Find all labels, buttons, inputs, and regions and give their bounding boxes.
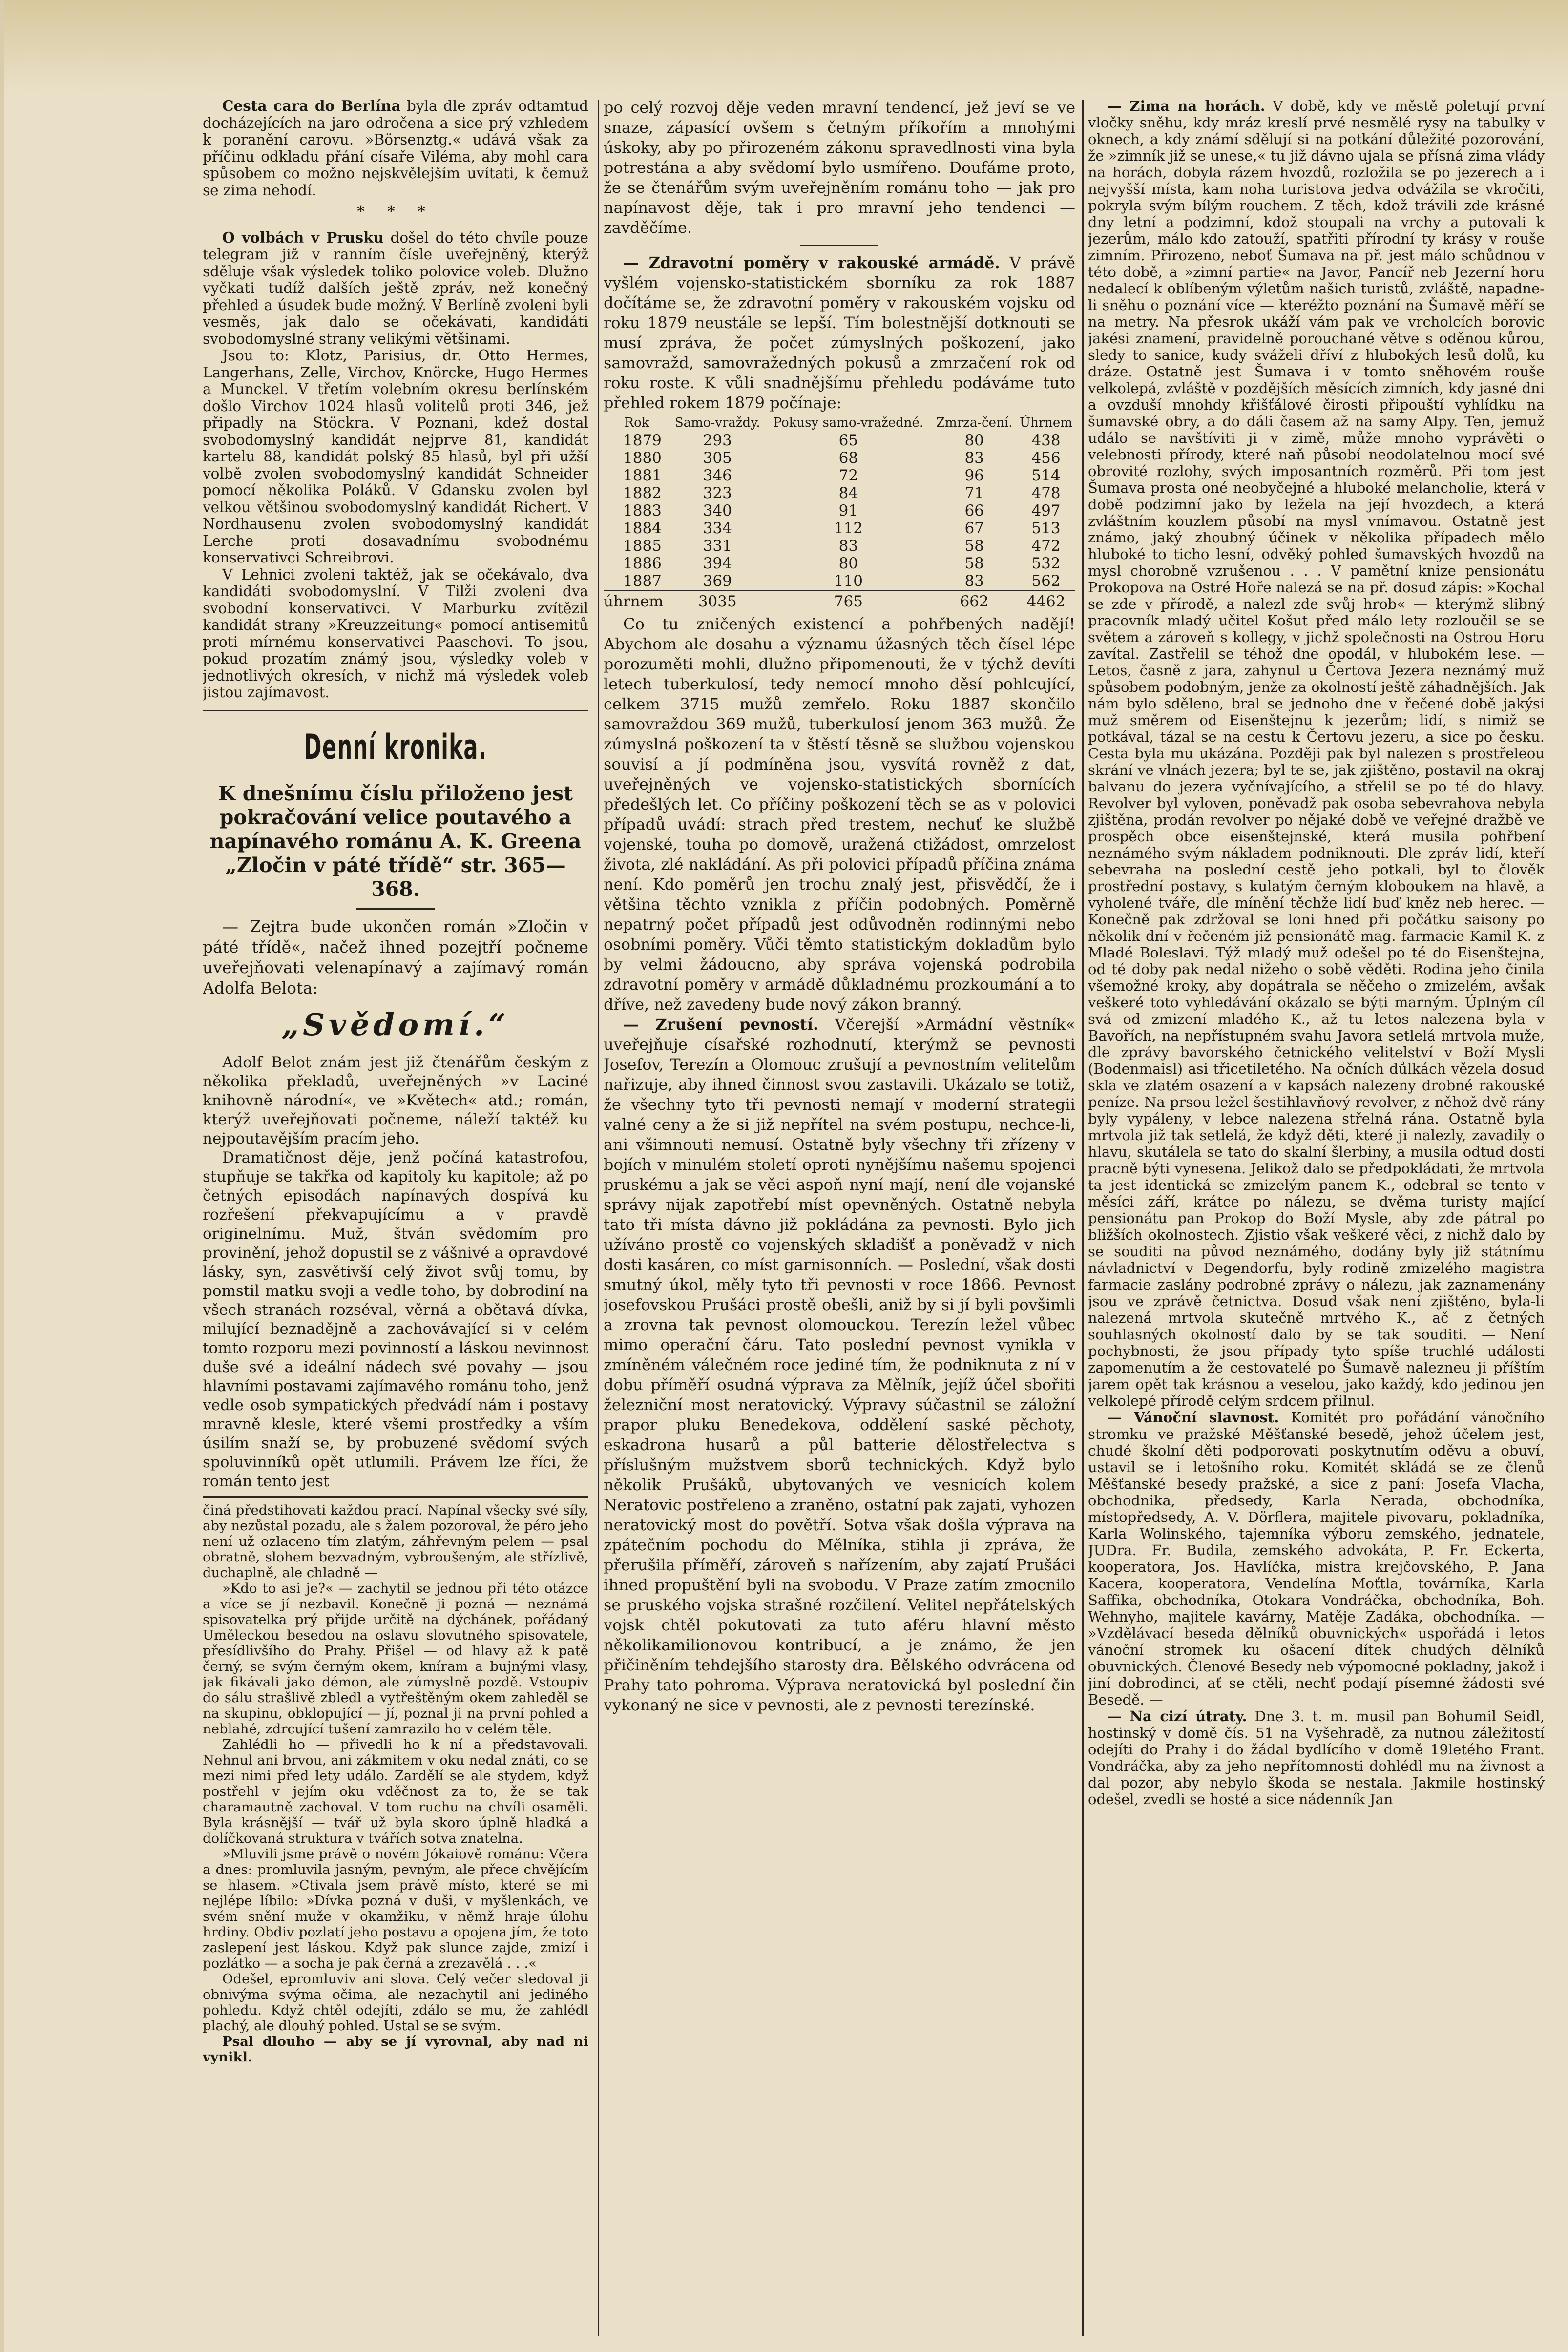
table-row [604, 467, 1075, 484]
table-header: Pokusy samo-vražedné. [773, 416, 924, 430]
table-cell: 1883 [623, 502, 662, 520]
table-cell: 1879 [623, 432, 662, 449]
statistics-table [604, 415, 1075, 610]
article-text: byla dle zpráv odtamtud docházejících na jaro odročena a sice prý vzhledem k poranění carovu. »Börsenztg.« udává však za příčinu odkladu přání císaře Viléma, aby mohl cara spůsobem co možno nejskvělejším uvítati, k čemuž se zima nehodí. [203, 98, 588, 199]
section-heading-denni-kronika: Denní kronika. [304, 727, 487, 767]
table-cell: 532 [1031, 555, 1061, 572]
table-cell: 1884 [623, 520, 662, 537]
article-text: Dne 3. t. m. musil pan Bohumil Seidl, hostinský v domě čís. 51 na Vyšehradě, za nutnou záležitostí odejíti do Prahy i do žádal bydlícího v domě 19letého Frant. Vondráčka, aby za jeho nepřítomnosti dohlédl mu na živnost a dal pozor, aby nebylo škoda se nestala. Jakmile hostinský odešel, zvedli se hosté a sice nádenník Jan [1088, 1708, 1545, 1808]
table-cell: 67 [964, 520, 984, 537]
article-text: došel do této chvíle pouze telegram již v ranním čísle uveřejněný, kterýž sděluje však výsledek toliko polovice voleb. Dlužno vyčkati tudíž dalších ještě zpráv, než konečný přehled a úsudek bude možný. V Berlíně zvoleni byli vesměs, jak dalo se očekávati, kandidáti svobodomyslné strany velikými většinami. [203, 229, 588, 347]
feuilleton-paragraph: »Kdo to asi je?« — zachytil se jednou při této otázce a více se jí nezbavil. Konečně ji pozná — neznámá spisovatelka prý přijde určitě na dýchánek, pořádaný Uměleckou besedou na oslavu slovutného spisovatele, přesídlivšího do Prahy. Přišel — od hlavy až k patě černý, se svým černým okem, kníram a bujnými vlasy, jak fikávali jako démon, ale zúmyslně pozdě. Vstoupiv do sálu strašlivě zbledl a vytřeštěným okem zahleděl se na skupinu, obklopující — jí, poznal ji na první pohled a neblahé, zdrcující tušení zamrazilo ho v celém těle. [203, 1580, 588, 1737]
table-cell: 369 [703, 572, 732, 590]
table-cell: 334 [703, 520, 732, 537]
table-cell: 1887 [623, 572, 662, 590]
table-cell: 58 [964, 537, 984, 555]
article-text: V době, kdy ve městě poletují první vločky sněhu, kdy mráz kreslí prvé nesmělé rysy na tabulky v oknech, a kdy známí sdělují si na potkání důležité pozorování, že »zimník již se unese,« tu již dávno ujala se přísná zima vlády na horách, dobyla rázem hvozdů, rozložila se po jezerech a i nejvyšší místa, kam noha turistova jedva odvážila se vkročiti, pokryla svým bílým rouchem. Z těch, kdož trávili zde krásné dny letní a podzimní, kdož stoupali na vrchy a putovali k jezerům, málo kdo zatouží, spatřiti přírodní ty krásy v rouše zimním. Přirozeno, neboť Šumava na př. jest málo schůdnou v této době, a »zimní partie« na Javor, Pancíř neb Jezerní horu nedalecí k oblíbeným výletům našich turistů, zvláště, napadne-li sněhu o poznání více — kteréžto poznání na Šumavě měří se na metry. Na přesrok ukáží vám pak ve vrcholcích borovic jakési znamení, pravidelně porouchané větve s oděnou kůrou, sledy to sanice, kudy sváželi dříví z hlubokých lesů dolů, ku dráze. Ostatně jest Šumava i v tomto sněhovém rouše velkolepá, zvláště v pozdějších měsících zimních, kdy jasné dni a ovzduší mnohdy křišťálové čirosti připouští vyhlídku na šumavské obry, a do dáli časem až na samy Alpy. Ten, jemuž událo se navštíviti ji v zimě, může mnoho vyprávěti o velebnosti přírody, které naň působí neodolatelnou mocí své obrovité rozlohy, svých imposantních rozměrů. Při tom jest Šumava prosta oné neobyčejné a hluboké melancholie, která v době podzimní jako by ležela na její hvozdech, a která zvláštním kouzlem působí na mysl vnímavou. Ostatně jest známo, jaký zhoubný účinek v několika případech mělo hluboké to ticho lesní, odvěký pohled šumavských hvozdů na mysl chorobně vzrušenou . . . V pamětní knize pensionátu Prokopova na Ostré Hoře nalezá se na př. dosud zápis: »Kochal se zde v přírodě, a nalezl zde svůj hrob« — kterýmž slibný pracovník mladý učitel Košut před málo lety rozloučil se se světem a zároveň s kollegy, v jichž společnosti na Ostrou Horu zavítal. Zastřelil se téhož dne opodál, v hlubokém lese. — Letos, časně z jara, zahynul u Čertova Jezera neznámý muž spůsobem podobným, jenže za okolností ještě záhadnějších. Jak nám bylo sděleno, bral se jednoho dne v řečené době jakýsi muž směrem od Eisenštejnu k jezerům; lidí, s nimiž se potkával, tázal se na cestu k Čertovu jezeru, a sice po česku. Cesta byla mu ukázána. Později pak byl nalezen s prostřeleou skrání ve vlnách jezera; byl te se, jak zjištěno, postavil na okraj balvanu do jezera vyčnívajícího, a střelil se po té do hlavy. Revolver byl vyloven, poněvadž pak osoba sebevrahova nebyla zjištěna, prodán revolver po nějaké době ve veřejné dražbě ve prospěch obce eisenštejnské, která musila pohřbení neznámého svým nákladem podniknouti. Dle zpráv lidí, kteří sebevraha na poslední cestě jeho potkali, byl to člověk prostřední postavy, s kulatým černým kloboukem na hlavě, a vyholené tváře, dle mínění těchže lidí buď kněz neb herec. — Konečně pak zdržoval se loni hned při počátku saisony po několik dní v řečeném již pensionátě mag. farmacie Kamil K. z Mladé Boleslavi. Týž mladý muž odešel po té do Eisenštejna, od té doby pak nedal nižeho o sobě věděti. Rodina jeho činila všemožné kroky, aby dopátrala se něčeho o zmizelém, avšak veškeré toto vyhledávání okázalo se býti marným. Úplným cíl svá od zmizení mladého K., až tu letos nalezena byla v Bavořích, na nepřístupném svahu Javora setlelá mrtvola muže, dle zprávy bavorského četnického velitelství v Boží Mysli (Bodenmaisl) asi třicetiletého. Na očních důlkách vězela dosud skla ve zlatém osazení a v kapsách nalezeny drobné rakouské peníze. Na prsou ležel šestihlavňový revolver, z něhož dvě rány byly vypáleny, v lebce nalezena střelná rána. Ostatně byla mrtvola již tak setlelá, že když děti, které ji nalezly, zavadily o hlavu, skutálela se tato do skalní šlerbiny, a musila odtud dosti pracně býti vynesena. Jelikož dalo se předpokládati, že mrtvola ta jest identická se zmizelým panem K., odebral se tento v měsíci září, krátce po nálezu, se dvěma turisty mající pensionátu pan Prokop do Boží Mysle, aby zde pátral po bližších okolnostech. Zjistio však veškeré věci, z nichž dalo by se souditi na původ neznámého, dodány byly již státnímu návladnictví v Degendorfu, byly rodině zmizelého magistra farmacie zaslány podrobné zprávy o nálezu, jak zaznamenány jsou ve zprávě četnictva. Dosud však není zjištěno, byla-li nalezená mrtvola skutečně mrtvého K., ač z četných souhlasných okolností dalo by se tak souditi. — Není pochybnosti, že jsou případy tyto spíše truchlé události zapomenutím a že cestovatelé po Šumavě nalezneu ji příštím jarem opět tak krásnou a veselou, jako každý, kdo jedinou jen velkolepé přírodě celým srdcem přilnul. [1088, 98, 1545, 1409]
table-cell: 1886 [623, 555, 662, 572]
table-cell: 72 [838, 467, 858, 484]
table-cell: úhrnem [604, 590, 670, 610]
article-zruseni-pevnosti [604, 1015, 1075, 1715]
table-cell: 84 [838, 484, 858, 502]
table-cell: 1882 [623, 484, 662, 502]
table-cell: 83 [838, 537, 858, 555]
article-lead: — Zdravotní poměry v rakouské armádě. [623, 253, 1000, 272]
article-zdravotni-pomery [604, 253, 1075, 413]
table-header: Samo-vraždy. [674, 416, 760, 430]
article-text: Komitét pro pořádání vánočního stromku ve pražské Měšťanské besedě, jehož účelem jest, chudé školní děti podporovati poskytnutím oděvu a obuví, ustavil se i letošního roku. Komitét skládá se ze členů Měšťanské besedy pražské, a sice z paní: Josefa Vlacha, obchodnika, předsedy, Karla Nerada, obchodníka, místopředsedy, A. V. Dörflera, majitele pivovaru, pokladníka, Karla Wolinského, tajemníka výboru zemského, jednatele, JUDra. Fr. Budila, zemského advokáta, P. Fr. Eckerta, kooperatora, Jos. Havlíčka, mistra krejčovského, P. Jana Kacera, kooperatora, Vendelína Moťtla, továrníka, Karla Saffika, obchodníka, Otokara Vondráčka, obchodníka, Boh. Wehnyho, majitele kavárny, Matěje Zadáka, obchodníka. — »Vzdělávací beseda dělníků obuvnických« uspořádá i letos vánoční stromek ku ošacení dítek chudých dělníků obuvnických. Členové Besedy neb výpomocné pokladny, jakož i jiní dobrodinci, ať se ctěli, nechť podají písemné žádosti své Besedě. — [1088, 1409, 1545, 1708]
table-cell: 305 [703, 449, 732, 467]
column-2 [604, 98, 1075, 2344]
column-rule-1 [598, 100, 599, 2336]
table-row [604, 520, 1075, 537]
paragraph: Adolf Belot znám jest již čtenářům českým z několika překladů, uveřejněných »v Laciné knihovně národní«, ve »Květech« atd.; román, kterýž uveřejňovati počneme, náleží taktéž ku nejpoutavějším pracím jeho. [203, 1053, 588, 1147]
supplement-notice: K dnešnímu číslu přiloženo jest pokračování velice poutavého a napínavého románu A. K. Greena „Zločin v páté třídě“ str. 365—368. [209, 781, 582, 901]
column-3 [1088, 98, 1545, 2344]
table-header: Zmrza-čení. [936, 416, 1013, 430]
table-cell: 765 [765, 590, 932, 610]
table-cell: 394 [703, 555, 732, 572]
paragraph: Jsou to: Klotz, Parisius, dr. Otto Hermes, Langerhans, Zelle, Virchov, Knörcke, Hugo Hermes a Munckel. V třetím volebním okresu berlínském došlo Virchov 1024 hlasů volitelů proti 346, jež připadly na Stöckra. V Poznani, kdež dostal svobodomyslný kandidát nejprve 81, kandidát kartelu 88, kandidát polský 85 hlasů, byl při užší volbě zvolen svobodomyslný kandidát Schneider pomocí několika Poláků. V Gdansku zvolen byl velkou většinou svobodomyslný kandidát Richert. V Nordhausenu zvolen svobodomyslný kandidát Lerche proti dosavadnímu svobodnému konservativci Schreibrovi. [203, 347, 588, 566]
table-cell: 513 [1031, 520, 1061, 537]
article-lead: — Vánoční slavnost. [1108, 1409, 1279, 1426]
article-lead: O volbách v Prusku [222, 229, 384, 246]
novel-title: „Svědomí.“ [281, 1006, 510, 1042]
table-header: Úhrnem [1020, 416, 1072, 430]
table-cell: 497 [1031, 502, 1061, 520]
table-cell: 80 [964, 432, 984, 449]
paragraph: po celý rozvoj děje veden mravní tendencí, jež jeví se ve snaze, zápasící ovšem s četným příkořím a mnohými úskoky, aby po přirozeném zákonu spravedlnosti vina byla potrestána a aby svědomí bylo usmířeno. Doufáme proto, že se čtenářům svým uveřejněním románu toho — jak pro napínavost děje, tak i pro mravní jeho tendenci — zavděčíme. [604, 98, 1075, 237]
table-cell: 66 [964, 502, 984, 520]
table-cell: 4462 [1017, 590, 1075, 610]
table-row [604, 502, 1075, 520]
table-cell: 323 [703, 484, 732, 502]
table-cell: 293 [703, 432, 732, 449]
table-cell: 58 [964, 555, 984, 572]
feuilleton-divider [203, 1496, 588, 1498]
feuilleton-paragraph: Zahlédli ho — přivedli ho k ní a představovali. Nehnul ani brvou, ani zákmitem v oku nedal znáti, co se mezi nimi před lety událo. Zardělí se ale stydem, když postřehl v jejím oku vděčnost za to, že se tak charamautně zachoval. V tom ruchu na chvíli osaměli. Byla krásnější — tvář už byla skoro úplně hladká a dolíčkovaná struktura v tvářích sotva znatelna. [203, 1736, 588, 1846]
table-cell: 68 [838, 449, 858, 467]
table-row [604, 484, 1075, 502]
divider [356, 908, 435, 910]
table-row [604, 537, 1075, 555]
table-cell: 110 [834, 572, 863, 590]
page-top-edge [4, 0, 1568, 93]
table-cell: 83 [964, 572, 984, 590]
table-row [604, 572, 1075, 590]
article-vanocni-slavnost [1088, 1409, 1545, 1708]
table-cell: 478 [1031, 484, 1061, 502]
column-1 [203, 98, 588, 2344]
column-rule-2 [1082, 100, 1084, 2336]
table-cell: 346 [703, 467, 732, 484]
table-cell: 91 [838, 502, 858, 520]
table-cell: 80 [838, 555, 858, 572]
article-na-cizi-utraty [1088, 1708, 1545, 1808]
table-header-row [604, 415, 1075, 432]
article-text: V právě vyšlém vojensko-statistickém sborníku za rok 1887 dočítáme se, že zdravotní poměry v rakouském vojsku od roku 1879 neustále se lepší. Tím bolestnější dotknouti se musí zpráva, že počet zúmyslných poškození, jako samovražd, samovražedných pokusů a zmrzačení rok od roku roste. K vůli snadnějšímu přehledu podáváme tuto přehled rokem 1879 počínaje: [604, 253, 1075, 412]
table-cell: 3035 [670, 590, 765, 610]
table-cell: 472 [1031, 537, 1061, 555]
paragraph: Dramatičnost děje, jenž počíná katastrofou, stupňuje se takřka od kapitoly ku kapitole; až po četných episodách napínavých dospívá ku rozřešení překvapujícímu a v pravdě originelnímu. Muž, štván svědomím pro provinění, jehož dopustil se z vášnivé a opravdové lásky, syn, zasvětivší celý život svůj tomu, by pomstil matku svoji a vedle toho, by dobrodiní na všech stranách rozséval, věrná a obětavá dívka, milující beznadějně a zachovávající si v celém tomto rozporu mezi povinností a láskou nevinnost duše své a ideální nádech své povahy — jsou hlavními postavami zajímavého románu toho, jenž vedle osob sympatických předvádí nám i postavy mravně klesle, které všemi prostředky a vším úsilím snaží se, by probuzené svědomí svých spoluvinníků opět utlumili. Právem lze říci, že román tento jest [203, 1148, 588, 1490]
table-cell: 112 [834, 520, 863, 537]
feuilleton-paragraph: »Mluvili jsme právě o novém Jókaiově románu: Včera a dnes: promluvila jasným, pevným, ale přece chvějícím se hlasem. »Ctivala jsem právě místo, které se mi nejlépe líbilo: »Dívka pozná v duši, v myšlenkách, ve svém snění muže v okamžiku, v němž hraje úlohu hrdiny. Obdiv pozlatí jeho postavu a opojena jím, že toto zaslepení jest láskou. Když pak slunce zajde, zmizí i pozlátko — a socha je pak černá a zrezavělá . . .« [203, 1846, 588, 1971]
table-row [604, 449, 1075, 467]
table-row [604, 432, 1075, 449]
article-lead: — Zima na horách. [1108, 98, 1265, 114]
table-sum-row [604, 590, 1075, 610]
feuilleton-paragraph: činá předstihovati každou prací. Napínal všecky své síly, aby nezůstal pozadu, ale s žalem pozoroval, že péro jeho není už ozlaceno tím zlatým, záhřevným pelem — psal obratně, slohem bezvadným, vybroušeným, ale střízlivě, duchaplně, ale chladně — [203, 1502, 588, 1581]
table-header: Rok [624, 416, 649, 430]
feuilleton-paragraph: Odešel, epromluviv ani slova. Celý večer sledoval ji obnivýma svýma očima, ale nezachytil ani jediného pohledu. Když chtěl odejíti, zdálo se mu, že zahlédl plachý, ale dlouhý pohled. Ustal se se svým. [203, 1971, 588, 2034]
article-lead: — Na cizí útraty. [1108, 1708, 1247, 1725]
table-row [604, 555, 1075, 572]
paragraph: V Lehnici zvoleni taktéž, jak se očekávalo, dva kandidáti svobodomyslní. V Tilži zvoleni dva svobodní konservativci. V Marburku zvítězil kandidát strany »Kreuzzeitung« pomocí antisemitů proti mírnému konservativci Paaschovi. To jsou, pokud prozatím známý jsou, výsledky voleb v jednotlivých okresích, v nichž má výsledek voleb jistou zajímavost. [203, 566, 588, 701]
article-cesta-cara [203, 98, 588, 199]
table-cell: 456 [1031, 449, 1061, 467]
article-volby-prusko [203, 229, 588, 348]
table-cell: 562 [1031, 572, 1061, 590]
table-cell: 514 [1031, 467, 1061, 484]
divider [800, 245, 878, 246]
divider [203, 710, 588, 711]
article-lead: — Zrušení pevností. [623, 1015, 819, 1034]
feuilleton-paragraph: Psal dlouho — aby se jí vyrovnal, aby nad ni vynikl. [203, 2033, 588, 2065]
article-lead: Cesta cara do Berlína [222, 98, 401, 114]
newspaper-page [4, 0, 1568, 2352]
section-divider-stars: * * * [357, 203, 434, 220]
article-zima-na-horach [1088, 98, 1545, 1409]
table-cell: 1881 [623, 467, 662, 484]
table-cell: 438 [1031, 432, 1061, 449]
table-cell: 1885 [623, 537, 662, 555]
paragraph: — Zejtra bude ukončen román »Zločin v páté třídě«, načež ihned pozejtří počneme uveřejňovati velenapínavý a zajímavý román Adolfa Belota: [203, 916, 588, 998]
table-cell: 1880 [623, 449, 662, 467]
table-cell: 331 [703, 537, 732, 555]
table-cell: 662 [932, 590, 1017, 610]
paragraph: Co tu zničených existencí a pohřbených nadějí! Abychom ale dosahu a významu úžasných těch čísel lépe porozuměti mohli, dlužno připomenouti, že v týchž devíti letech tuberkulosí, tedy nemocí mnoho děsí pohlcující, celkem 3715 mužů zemřelo. Roku 1887 skončilo samovraždou 369 mužů, tuberkulosí jenom 363 mužů. Že zúmyslná poškození ta v štěstí těsně se službou vojenskou souvisí a jí podmíněna jsou, vysvítá rovněž z dat, uveřejněných ve vojensko-statistických sbornících předešlých let. Co příčiny poškození těch se as v polovici případů uvádí: strach před trestem, nechuť ke službě vojenské, touha po domově, uražená ctižádost, omrzelost života, zlé nakládání. As při polovici případů příčina známa není. Kdo poměrů jen trochu znalý jest, přisvědčí, že i většina těchto vznikla z příčin podobných. Poměrně nepatrný počet případů jest odůvodněn rodinnými nebo osobními poměry. Vůči těmto statistickým dokladům bylo by velmi žádoucno, aby správa vojenská podrobila zdravotní poměry v armádě důkladnému prozkoumání a to dříve, než zavedeny bude nový zákon branný. [604, 615, 1075, 1014]
table-cell: 71 [964, 484, 984, 502]
table-cell: 340 [703, 502, 732, 520]
table-cell: 96 [964, 467, 984, 484]
article-text: Včerejší »Armádní věstník« uveřejňuje císařské rozhodnutí, kterýmž se pevnosti Josefov, Terezín a Olomouc zrušují a pevnostním velitelům nařizuje, aby ihned činnost svou zastavili. Ukázalo se totiž, že všechny tyto tři pevnosti nemají v moderní strategii valné ceny a že si již nepřítel na svém postupu, nechce-li, ani všimnouti nemusí. Ostatně byly všechny tři zřízeny v bojích v minulém století oproti nynějšímu našemu spojenci pruskému a jak se věci aspoň nyní mají, není dle vojanské správy nijak zapotřebí míst opevněných. Ostatně nebyla tato tři místa dávno již pokládána za pevnosti. Bylo jich užíváno prostě co vojenských skladišť a poněvadž v nich dosti kasáren, co míst garnisonních. — Poslední, však dosti smutný úkol, měly tyto tři pevnosti v roce 1866. Pevnost josefovskou Prušáci prostě obešli, aniž by si jí byli povšimli a zrovna tak pevnost olomouckou. Terezín ležel vůbec mimo operační čáru. Tato poslední pevnost vynikla v zmíněném válečném roce jediné tím, že podniknuta z ní v dobu příměří osudná výprava za Mělník, jejíž účel sbořiti železniční most neratovický. Výpravy súčastnil se záložní prapor pluku Benedekova, oddělení saské pěchoty, eskadrona husarů a půl batterie dělostřelectva s příslušným mužstvem sborů technických. Když bylo několik Prušáků, ubytovaných ve vesnicích kolem Neratovic postřeleno a zraněno, ostatní pak zajati, vyhozen neratovický most do povětří. Sotva však došla výprava na zpátečním pochodu do Mělníka, stihla ji zpráva, že přerušila příměří, zároveň s nařízením, aby zajatí Prušáci ihned propuštění byli na svobodu. V Praze zatím zmocnilo se pruského vojska strašné rozčilení. Velitel nepřátelských vojsk chtěl pokutovati za tuto aféru hlavní město několikamilionovou kontribucí, a je známo, že jen přičiněním tehdejšího starosty dra. Bělského odvrácena od Prahy tato pohroma. Výprava neratovická byl poslední čin vykonaný ne sice v pevnosti, ale z pevnosti terezínské. [604, 1015, 1075, 1714]
table-cell: 83 [964, 449, 984, 467]
table-cell: 65 [838, 432, 858, 449]
